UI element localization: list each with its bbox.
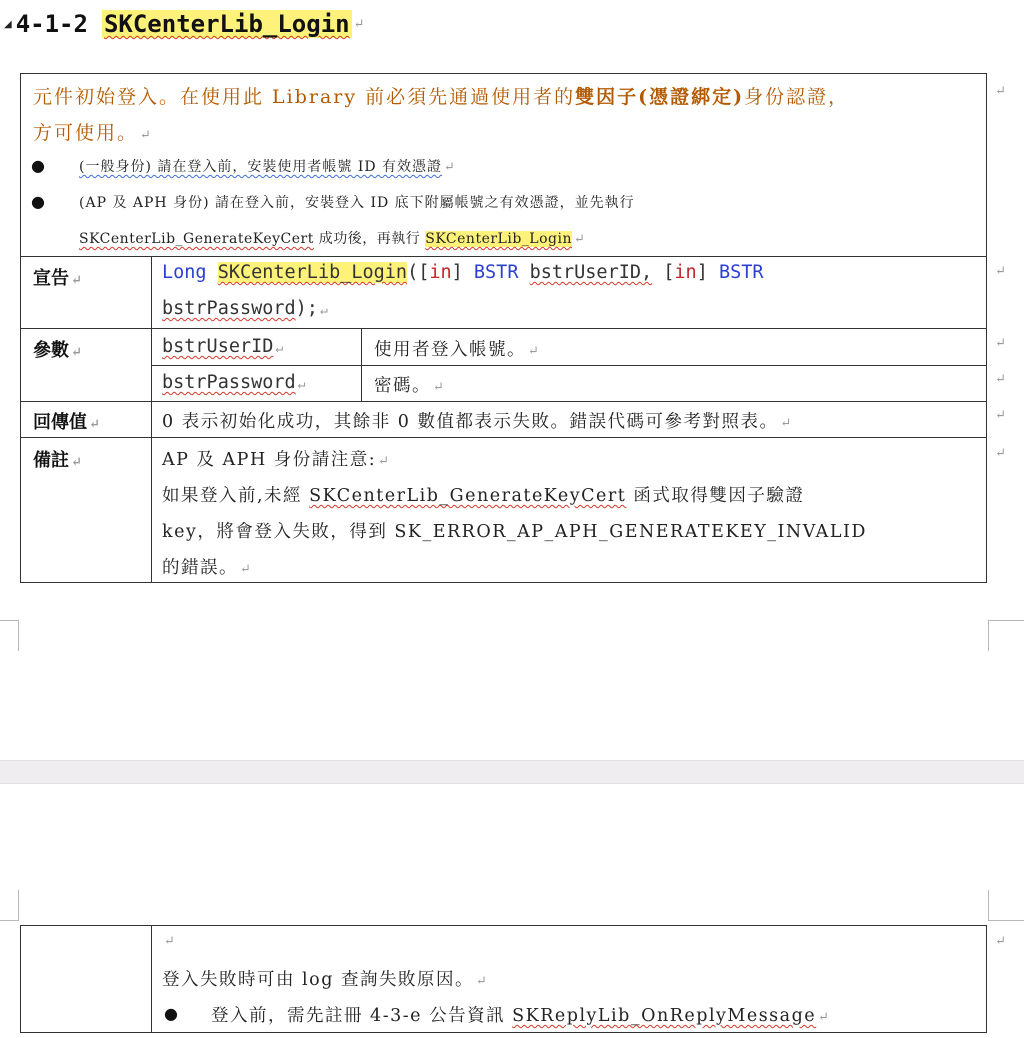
page-corner-mark xyxy=(0,620,19,651)
page-corner-mark xyxy=(988,620,1024,651)
page-corner-mark xyxy=(988,890,1024,921)
remark-label: 備註 ↵ xyxy=(33,450,82,471)
heading-number: 4-1-2 xyxy=(15,10,88,38)
param-name: bstrPassword ↵ xyxy=(162,372,306,393)
remark-line-2: 如果登入前,未經 SKCenterLib_GenerateKeyCert 函式取得雙因子驗證 xyxy=(162,486,805,506)
return-text: 0 表示初始化成功，其餘非 0 數值都表示失敗。錯誤代碼可參考對照表。 ↵ xyxy=(162,412,793,432)
row-end-mark: ↵ xyxy=(995,446,1006,461)
row-end-mark: ↵ xyxy=(995,934,1006,949)
page-break-gap xyxy=(0,760,1024,784)
paragraph-mark-icon: ↵ xyxy=(353,16,365,32)
param-desc: 密碼。 ↵ xyxy=(374,376,446,396)
return-label: 回傳值 ↵ xyxy=(33,412,100,433)
heading-marker-icon: ◢ xyxy=(4,18,12,30)
bullet-icon: ● xyxy=(31,192,45,211)
api-table-continued xyxy=(20,925,1006,1033)
paragraph-mark-icon: ↵ xyxy=(164,934,175,949)
intro-bullet-2-cont: SKCenterLib_GenerateKeyCert 成功後，再執行 SKCenterLib_Login ↵ xyxy=(79,231,586,247)
page-corner-mark xyxy=(0,890,19,921)
params-label: 參數 ↵ xyxy=(33,340,82,361)
remark-line-1: AP 及 APH 身份請注意: ↵ xyxy=(162,450,391,470)
declaration-label: 宣告 ↵ xyxy=(33,268,82,289)
intro-line-2: 方可使用。 ↵ xyxy=(33,122,153,144)
remark-line-3: key，將會登入失敗，得到 SK_ERROR_AP_APH_GENERATEKEY_INVALID xyxy=(162,522,867,542)
param-name: bstrUserID ↵ xyxy=(162,336,284,357)
intro-line-1: 元件初始登入。在使用此 Library 前必須先通過使用者的雙因子(憑證綁定)身份認證， xyxy=(33,86,850,108)
heading-title: SKCenterLib_Login xyxy=(103,10,350,38)
declaration-signature-line-1: Long SKCenterLib_Login([in] BSTR bstrUserID, [in] BSTR xyxy=(162,262,764,283)
row-end-mark: ↵ xyxy=(995,336,1006,351)
bullet-icon: ● xyxy=(31,156,45,175)
paragraph-mark-icon: ↵ xyxy=(140,128,153,143)
remark-log-line: 登入失敗時可由 log 查詢失敗原因。 ↵ xyxy=(162,970,489,990)
row-end-mark: ↵ xyxy=(995,264,1006,279)
intro-bullet-1: (一般身份) 請在登入前，安裝使用者帳號 ID 有效憑證 ↵ xyxy=(79,159,456,175)
row-end-mark: ↵ xyxy=(995,372,1006,387)
row-end-mark: ↵ xyxy=(995,84,1006,99)
bullet-icon: ● xyxy=(164,1004,178,1023)
declaration-signature-line-2: bstrPassword); ↵ xyxy=(162,298,328,319)
param-desc: 使用者登入帳號。 ↵ xyxy=(374,340,541,360)
row-end-mark: ↵ xyxy=(995,408,1006,423)
intro-bullet-2: (AP 及 APH 身份) 請在登入前，安裝登入 ID 底下附屬帳號之有效憑證，並先執行 xyxy=(79,195,635,211)
section-heading xyxy=(4,6,365,42)
remark-register-line: 登入前，需先註冊 4-3-e 公告資訊 SKReplyLib_OnReplyMessage ↵ xyxy=(211,1006,831,1026)
remark-line-4: 的錯誤。 ↵ xyxy=(162,558,253,578)
api-table xyxy=(20,73,1006,583)
